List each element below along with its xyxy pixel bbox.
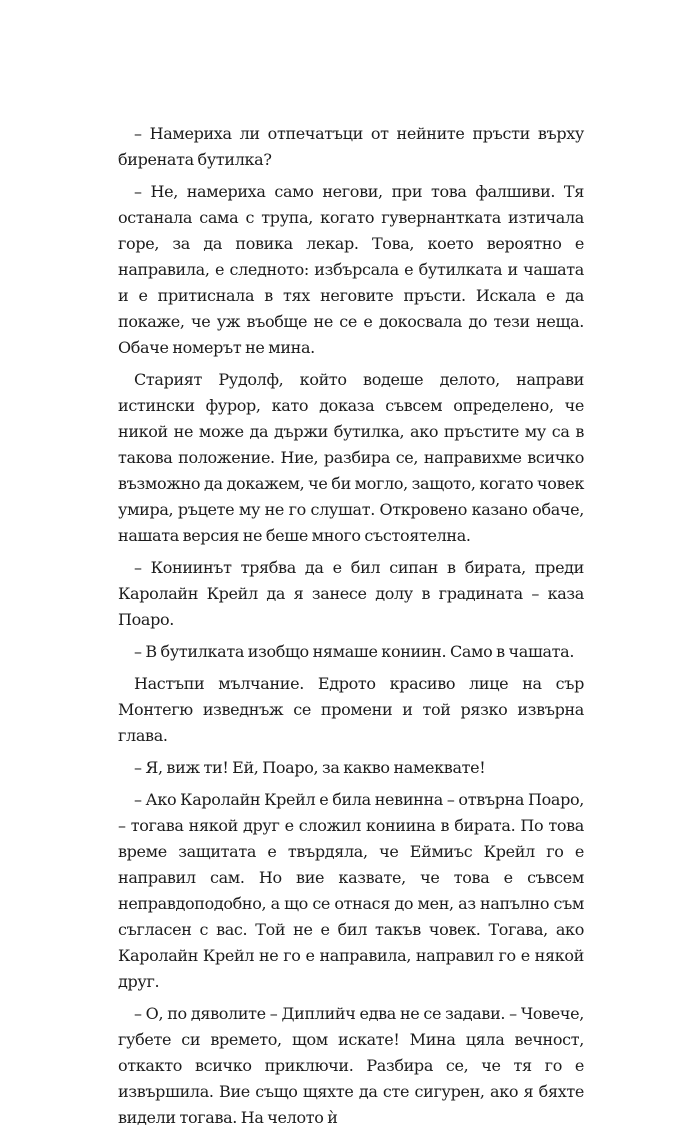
- paragraph-6: Настъпи мълчание. Едрото красиво лице на сър Монтегю изведнъж се промени и той рязко извърна глава.: [118, 674, 584, 745]
- paragraph-2: – Не, намериха само негови, при това фалшиви. Тя останала сама с трупа, когато гувернантката изтичала горе, за да повика лекар. Това, което вероятно е направила, е следното: избърсала е бутилката и чашата и е притиснала в тях неговите пръсти. Искала е да покаже, че уж въобще не се е докосвала до тези неща. Обаче номерът не мина.: [118, 182, 584, 357]
- paragraph-4: – Кониинът трябва да е бил сипан в бирата, преди Каролайн Крейл да я занесе долу в градината – каза Поаро.: [118, 558, 584, 629]
- paragraph-8: – Ако Каролайн Крейл е била невинна – отвърна Поаро, – тогава някой друг е сложил кониина в бирата. По това време защитата е твърдяла, че Еймиъс Крейл го е направил сам. Но вие казвате, че това е съвсем неправдоподобно, а що се отнася до мен, аз напълно съм съгласен с вас. Той не е бил такъв човек. Тогава, ако Каролайн Крейл не го е направила, направил го е някой друг.: [118, 790, 584, 991]
- paragraph-1: – Намериха ли отпечатъци от нейните пръсти върху бирената бутилка?: [118, 124, 584, 169]
- paragraph-9: – О, по дяволите – Диплийч едва не се задави. – Човече, губете си времето, щом искате! Мина цяла вечност, откакто всичко приключи. Разбира се, че тя го е извършила. Вие също щяхте да сте сигурен, ако я бяхте видели тогава. На челото ѝ: [118, 1004, 584, 1127]
- paragraph-5: – В бутилката изобщо нямаше кониин. Само в чашата.: [134, 642, 575, 661]
- body-text: [118, 121, 584, 1137]
- paragraph-7: – Я, виж ти! Ей, Поаро, за какво намеквате!: [134, 758, 486, 777]
- paragraph-3: Старият Рудолф, който водеше делото, направи истински фурор, като доказа съвсем определено, че никой не може да държи бутилка, ако пръстите му са в такова положение. Ние, разбира се, направихме всичко възможно да докажем, че би могло, защото, когато човек умира, ръцете му не го слушат. Откровено казано обаче, нашата версия не беше много състоятелна.: [118, 370, 584, 545]
